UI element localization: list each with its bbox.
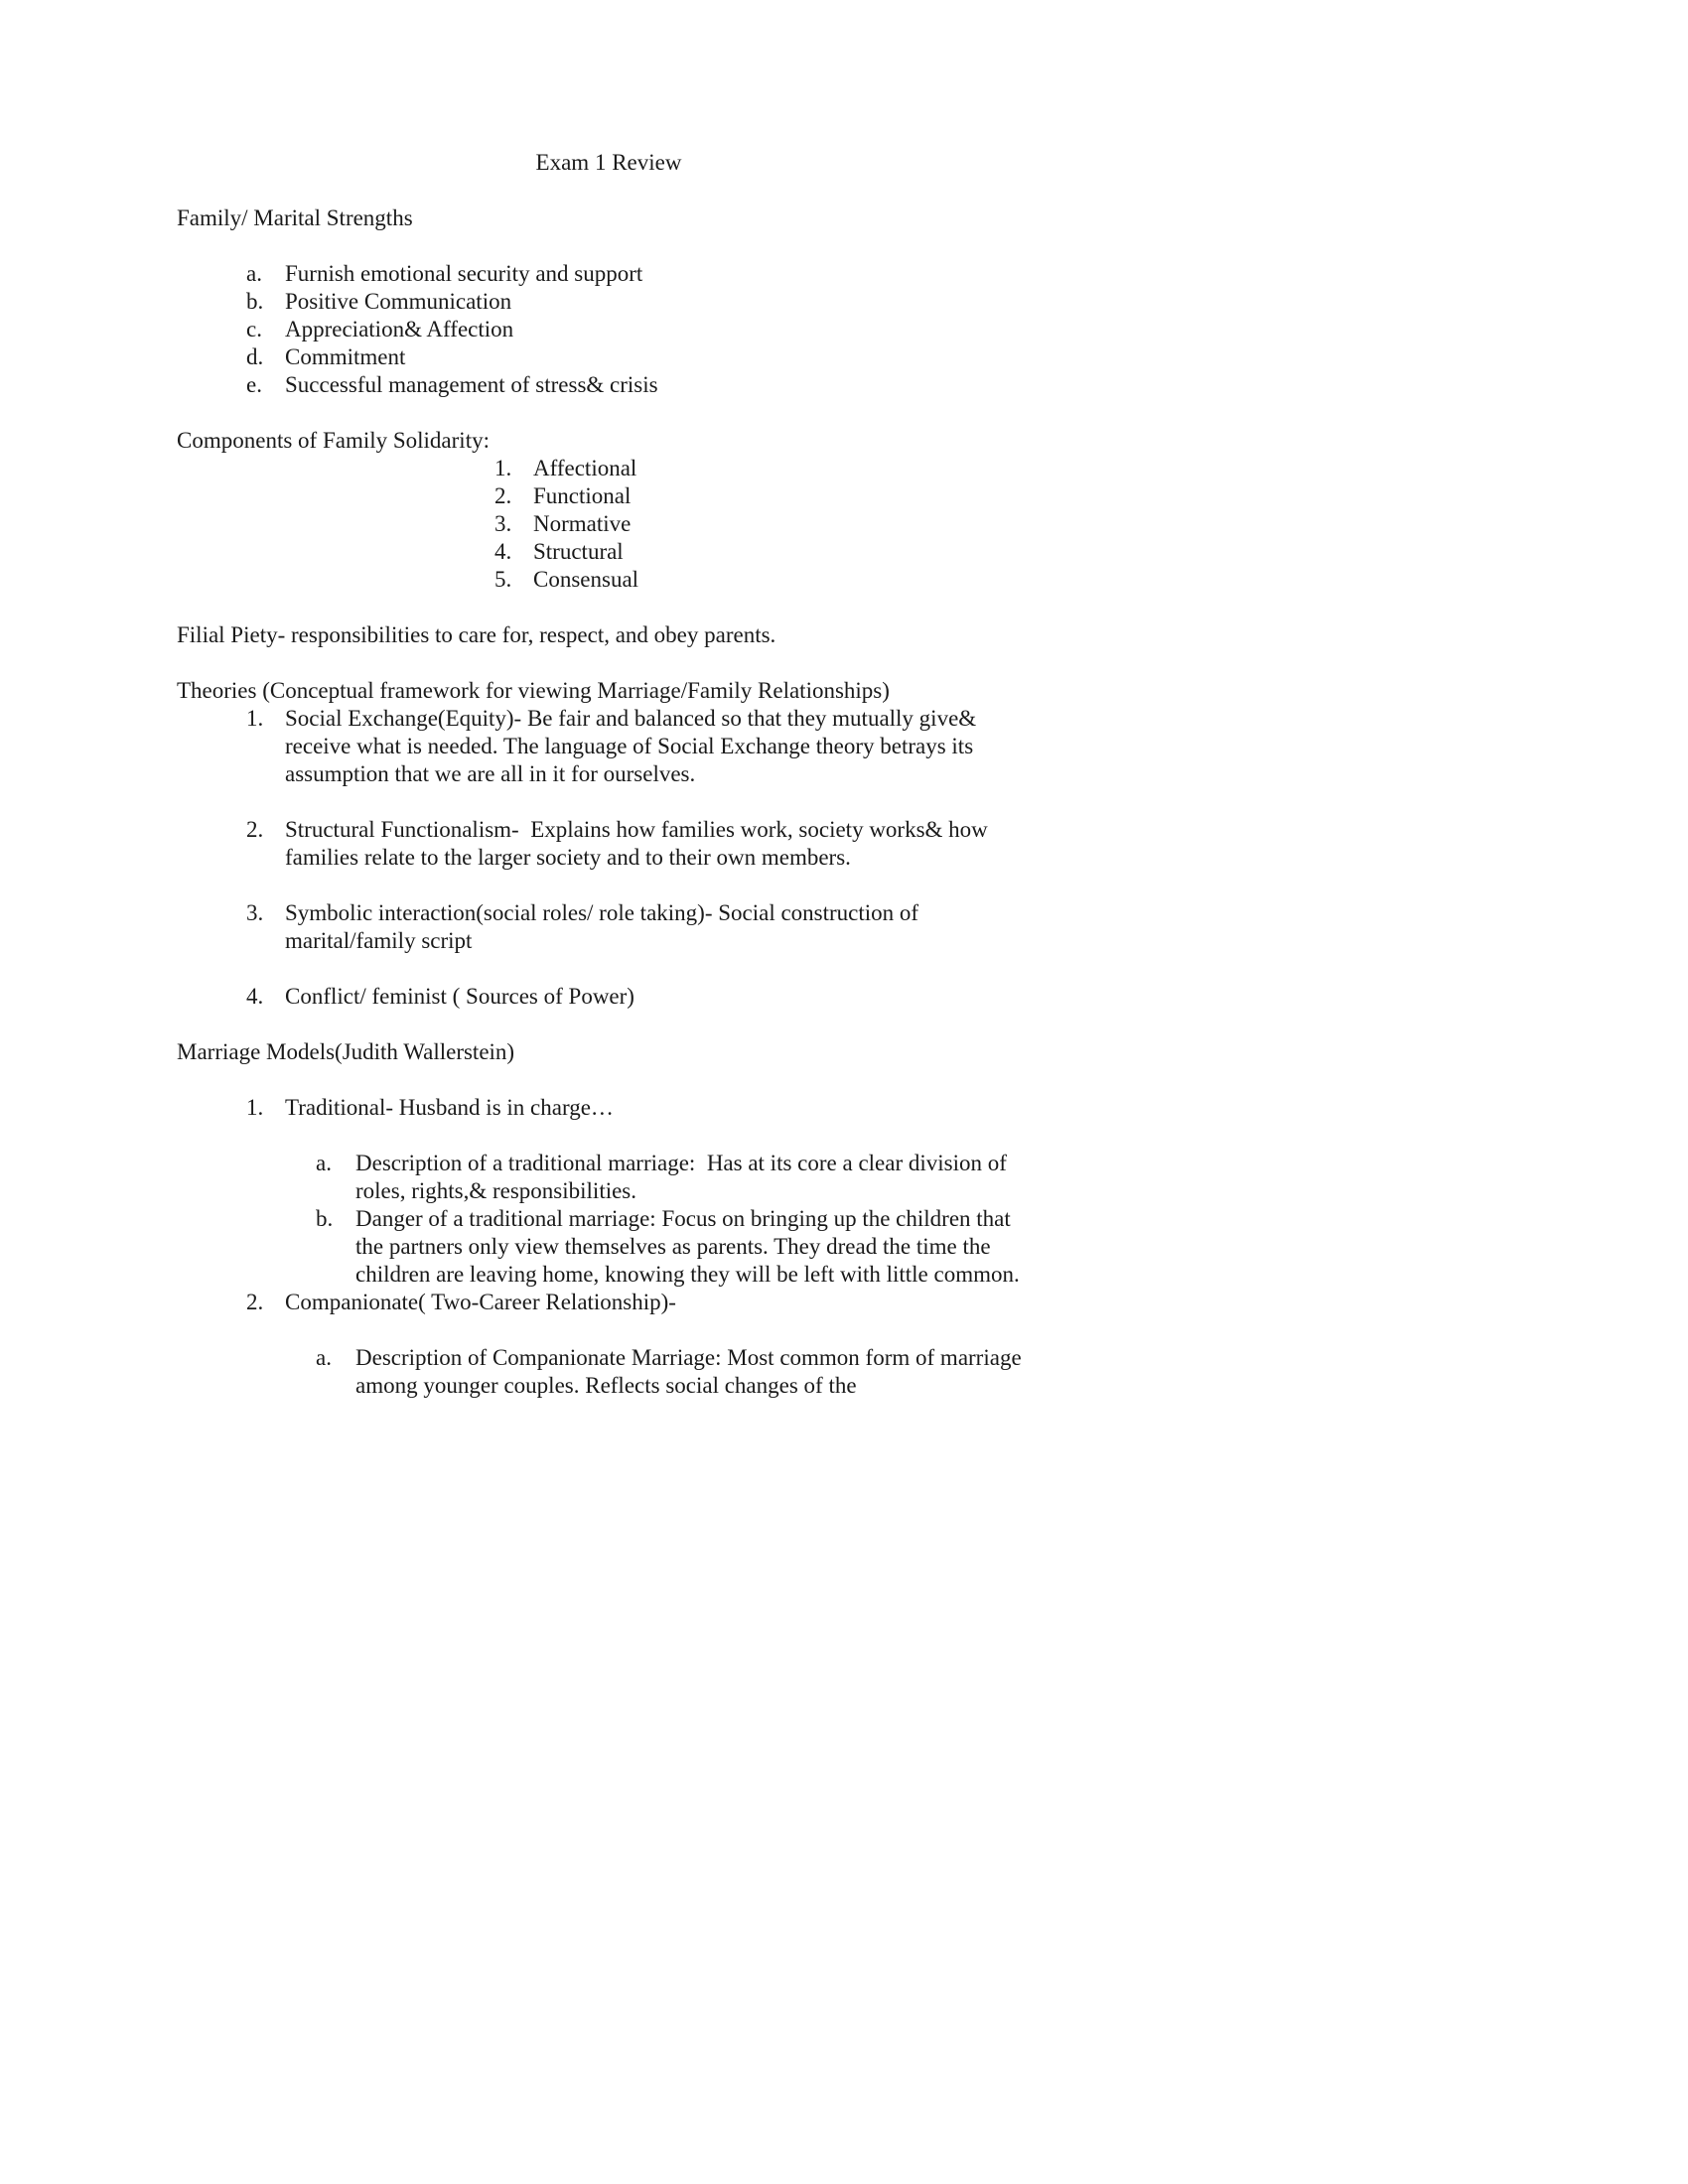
- list-text: Symbolic interaction(social roles/ role taking)- Social construction of marital/family script: [285, 900, 924, 953]
- list-item: [177, 1094, 1041, 1122]
- list-marker: b.: [316, 1206, 334, 1231]
- list-marker: c.: [246, 317, 262, 341]
- list-marker: 2.: [494, 483, 512, 508]
- list-text: Appreciation& Affection: [285, 317, 514, 341]
- heading-marriage-models: Marriage Models(Judith Wallerstein): [177, 1039, 515, 1064]
- heading-theories: Theories (Conceptual framework for viewing Marriage/Family Relationships): [177, 678, 890, 703]
- list-text: Danger of a traditional marriage: Focus on bringing up the children that the partners only view themselves as parents. They dread the time the children are leaving home, knowing they will be left with little common.: [355, 1206, 1020, 1287]
- list-item: [177, 371, 1041, 399]
- paragraph-filial-piety: Filial Piety- responsibilities to care for, respect, and obey parents.: [177, 622, 776, 647]
- list-marker: 3.: [246, 900, 264, 925]
- list-marker: 2.: [246, 1290, 264, 1314]
- list-text: Social Exchange(Equity)- Be fair and balanced so that they mutually give& receive what is needed. The language of Social Exchange theory betrays its assumption that we are all in it for ourselves.: [285, 706, 982, 786]
- list-item: [177, 566, 1041, 594]
- list-text: Structural Functionalism- Explains how families work, society works& how families relate to the larger society and to their own members.: [285, 817, 994, 870]
- list-marker: 1.: [494, 456, 512, 480]
- list-text: Successful management of stress& crisis: [285, 372, 658, 397]
- list-marker: 1.: [246, 1095, 264, 1120]
- list-marker: d.: [246, 344, 264, 369]
- list-item: [177, 288, 1041, 316]
- list-marker: a.: [246, 261, 262, 286]
- list-item: [177, 316, 1041, 343]
- list-item: [177, 482, 1041, 510]
- list-marker: 1.: [246, 706, 264, 731]
- list-text: Conflict/ feminist ( Sources of Power): [285, 984, 634, 1009]
- list-item: [177, 983, 1041, 1011]
- heading-family-strengths: Family/ Marital Strengths: [177, 205, 413, 230]
- list-marker: a.: [316, 1345, 332, 1370]
- list-marker: 5.: [494, 567, 512, 592]
- list-item: [177, 455, 1041, 482]
- list-text: Description of Companionate Marriage: Most common form of marriage among younger couples. Reflects social changes of the: [355, 1345, 1028, 1398]
- list-item: [177, 260, 1041, 288]
- list-text: Functional: [533, 483, 632, 508]
- list-text: Structural: [533, 539, 624, 564]
- list-item: [177, 899, 1041, 955]
- list-marker: b.: [246, 289, 264, 314]
- list-text: Companionate( Two-Career Relationship)-: [285, 1290, 676, 1314]
- list-text: Consensual: [533, 567, 639, 592]
- heading-family-solidarity: Components of Family Solidarity:: [177, 428, 490, 453]
- list-item: [177, 1344, 1041, 1400]
- list-text: Description of a traditional marriage: Has at its core a clear division of roles, rights,& responsibilities.: [355, 1151, 1013, 1203]
- list-text: Affectional: [533, 456, 637, 480]
- list-item: [177, 1289, 1041, 1316]
- list-item: [177, 705, 1041, 788]
- list-marker: e.: [246, 372, 262, 397]
- list-marker: a.: [316, 1151, 332, 1175]
- document-title: Exam 1 Review: [535, 150, 682, 175]
- list-marker: 4.: [246, 984, 264, 1009]
- document-page: [177, 149, 1041, 1400]
- list-item: [177, 510, 1041, 538]
- list-text: Traditional- Husband is in charge…: [285, 1095, 614, 1120]
- list-item: [177, 343, 1041, 371]
- list-item: [177, 1150, 1041, 1205]
- list-text: Positive Communication: [285, 289, 512, 314]
- list-text: Furnish emotional security and support: [285, 261, 643, 286]
- list-text: Normative: [533, 511, 632, 536]
- list-item: [177, 1205, 1041, 1289]
- list-item: [177, 816, 1041, 872]
- list-marker: 3.: [494, 511, 512, 536]
- list-marker: 4.: [494, 539, 512, 564]
- list-text: Commitment: [285, 344, 406, 369]
- list-marker: 2.: [246, 817, 264, 842]
- list-item: [177, 538, 1041, 566]
